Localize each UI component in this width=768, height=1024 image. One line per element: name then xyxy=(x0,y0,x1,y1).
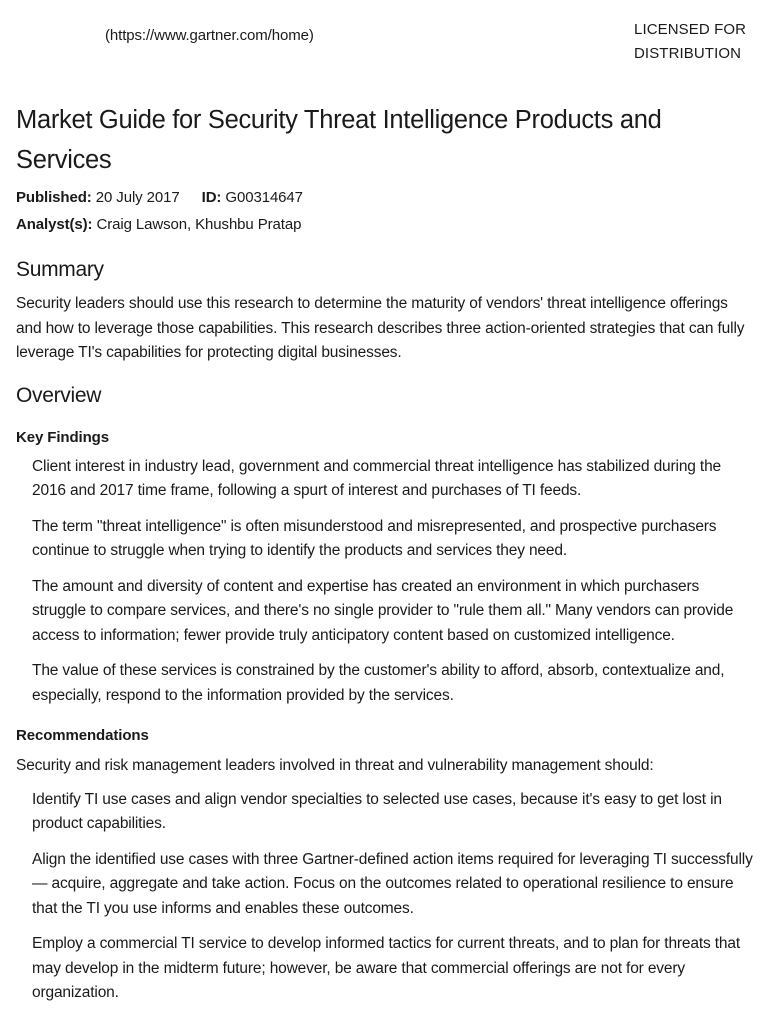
analysts-meta xyxy=(16,211,756,238)
key-finding-item: The amount and diversity of content and expertise has created an environment in which purchasers struggle to compare services, and there's no single provider to "rule them all." Many vendors can provide access to information; fewer provide truly anticipatory content based on customized intelligence. xyxy=(32,577,734,644)
license-line-1: LICENSED FOR xyxy=(634,21,747,38)
document-title: Market Guide for Security Threat Intelligence Products and Services xyxy=(16,106,662,174)
analysts-label: Analyst(s): xyxy=(16,216,93,233)
gartner-home-link[interactable]: (https://www.gartner.com/home) xyxy=(105,27,314,44)
recommendation-item: Employ a commercial TI service to develop informed tactics for current threats, and to plan for threats that may develop in the midterm future; however, be aware that commercial offerings are not for every organization. xyxy=(32,935,741,1001)
overview-heading: Overview xyxy=(16,383,102,407)
key-finding-item: Client interest in industry lead, government and commercial threat intelligence has stabilized during the 2016 and 2017 time frame, following a spurt of interest and purchases of TI feeds. xyxy=(32,457,722,499)
summary-text: Security leaders should use this research to determine the maturity of vendors' threat intelligence offerings and how to leverage those capabilities. This research describes three action-oriented strategies that can fully leverage TI's capabilities for protecting digital businesses. xyxy=(16,295,745,361)
analysts-names: Craig Lawson, Khushbu Pratap xyxy=(96,216,302,233)
id-label: ID: xyxy=(201,189,222,206)
recommendation-item: Align the identified use cases with three Gartner-defined action items required for leveraging TI successfully — acquire, aggregate and take action. Focus on the outcomes related to operational resilience to ensure that the TI you use informs and enables these outcomes. xyxy=(32,850,753,917)
key-finding-item: The term "threat intelligence" is often misunderstood and misrepresented, and prospective purchasers continue to struggle when trying to identify the products and services they need. xyxy=(32,517,717,559)
document-body xyxy=(16,100,756,1017)
published-date: 20 July 2017 xyxy=(95,189,180,206)
published-label: Published: xyxy=(16,189,92,206)
document-id: G00314647 xyxy=(225,189,303,206)
recommendations-heading: Recommendations xyxy=(16,727,149,744)
recommendation-item: Identify TI use cases and align vendor specialties to selected use cases, because it's easy to get lost in product capabilities. xyxy=(32,790,722,832)
page-header xyxy=(0,0,768,100)
key-finding-item: The value of these services is constrained by the customer's ability to afford, absorb, contextualize and, especially, respond to the information provided by the services. xyxy=(32,662,725,704)
recommendations-intro: Security and risk management leaders involved in threat and vulnerability management should: xyxy=(16,757,654,774)
key-findings-list xyxy=(16,455,756,709)
license-notice xyxy=(634,18,746,66)
key-findings-heading: Key Findings xyxy=(16,428,109,446)
summary-heading: Summary xyxy=(16,258,104,281)
publication-meta xyxy=(16,184,756,211)
recommendations-list xyxy=(16,788,756,1006)
license-line-2: DISTRIBUTION xyxy=(634,45,742,62)
